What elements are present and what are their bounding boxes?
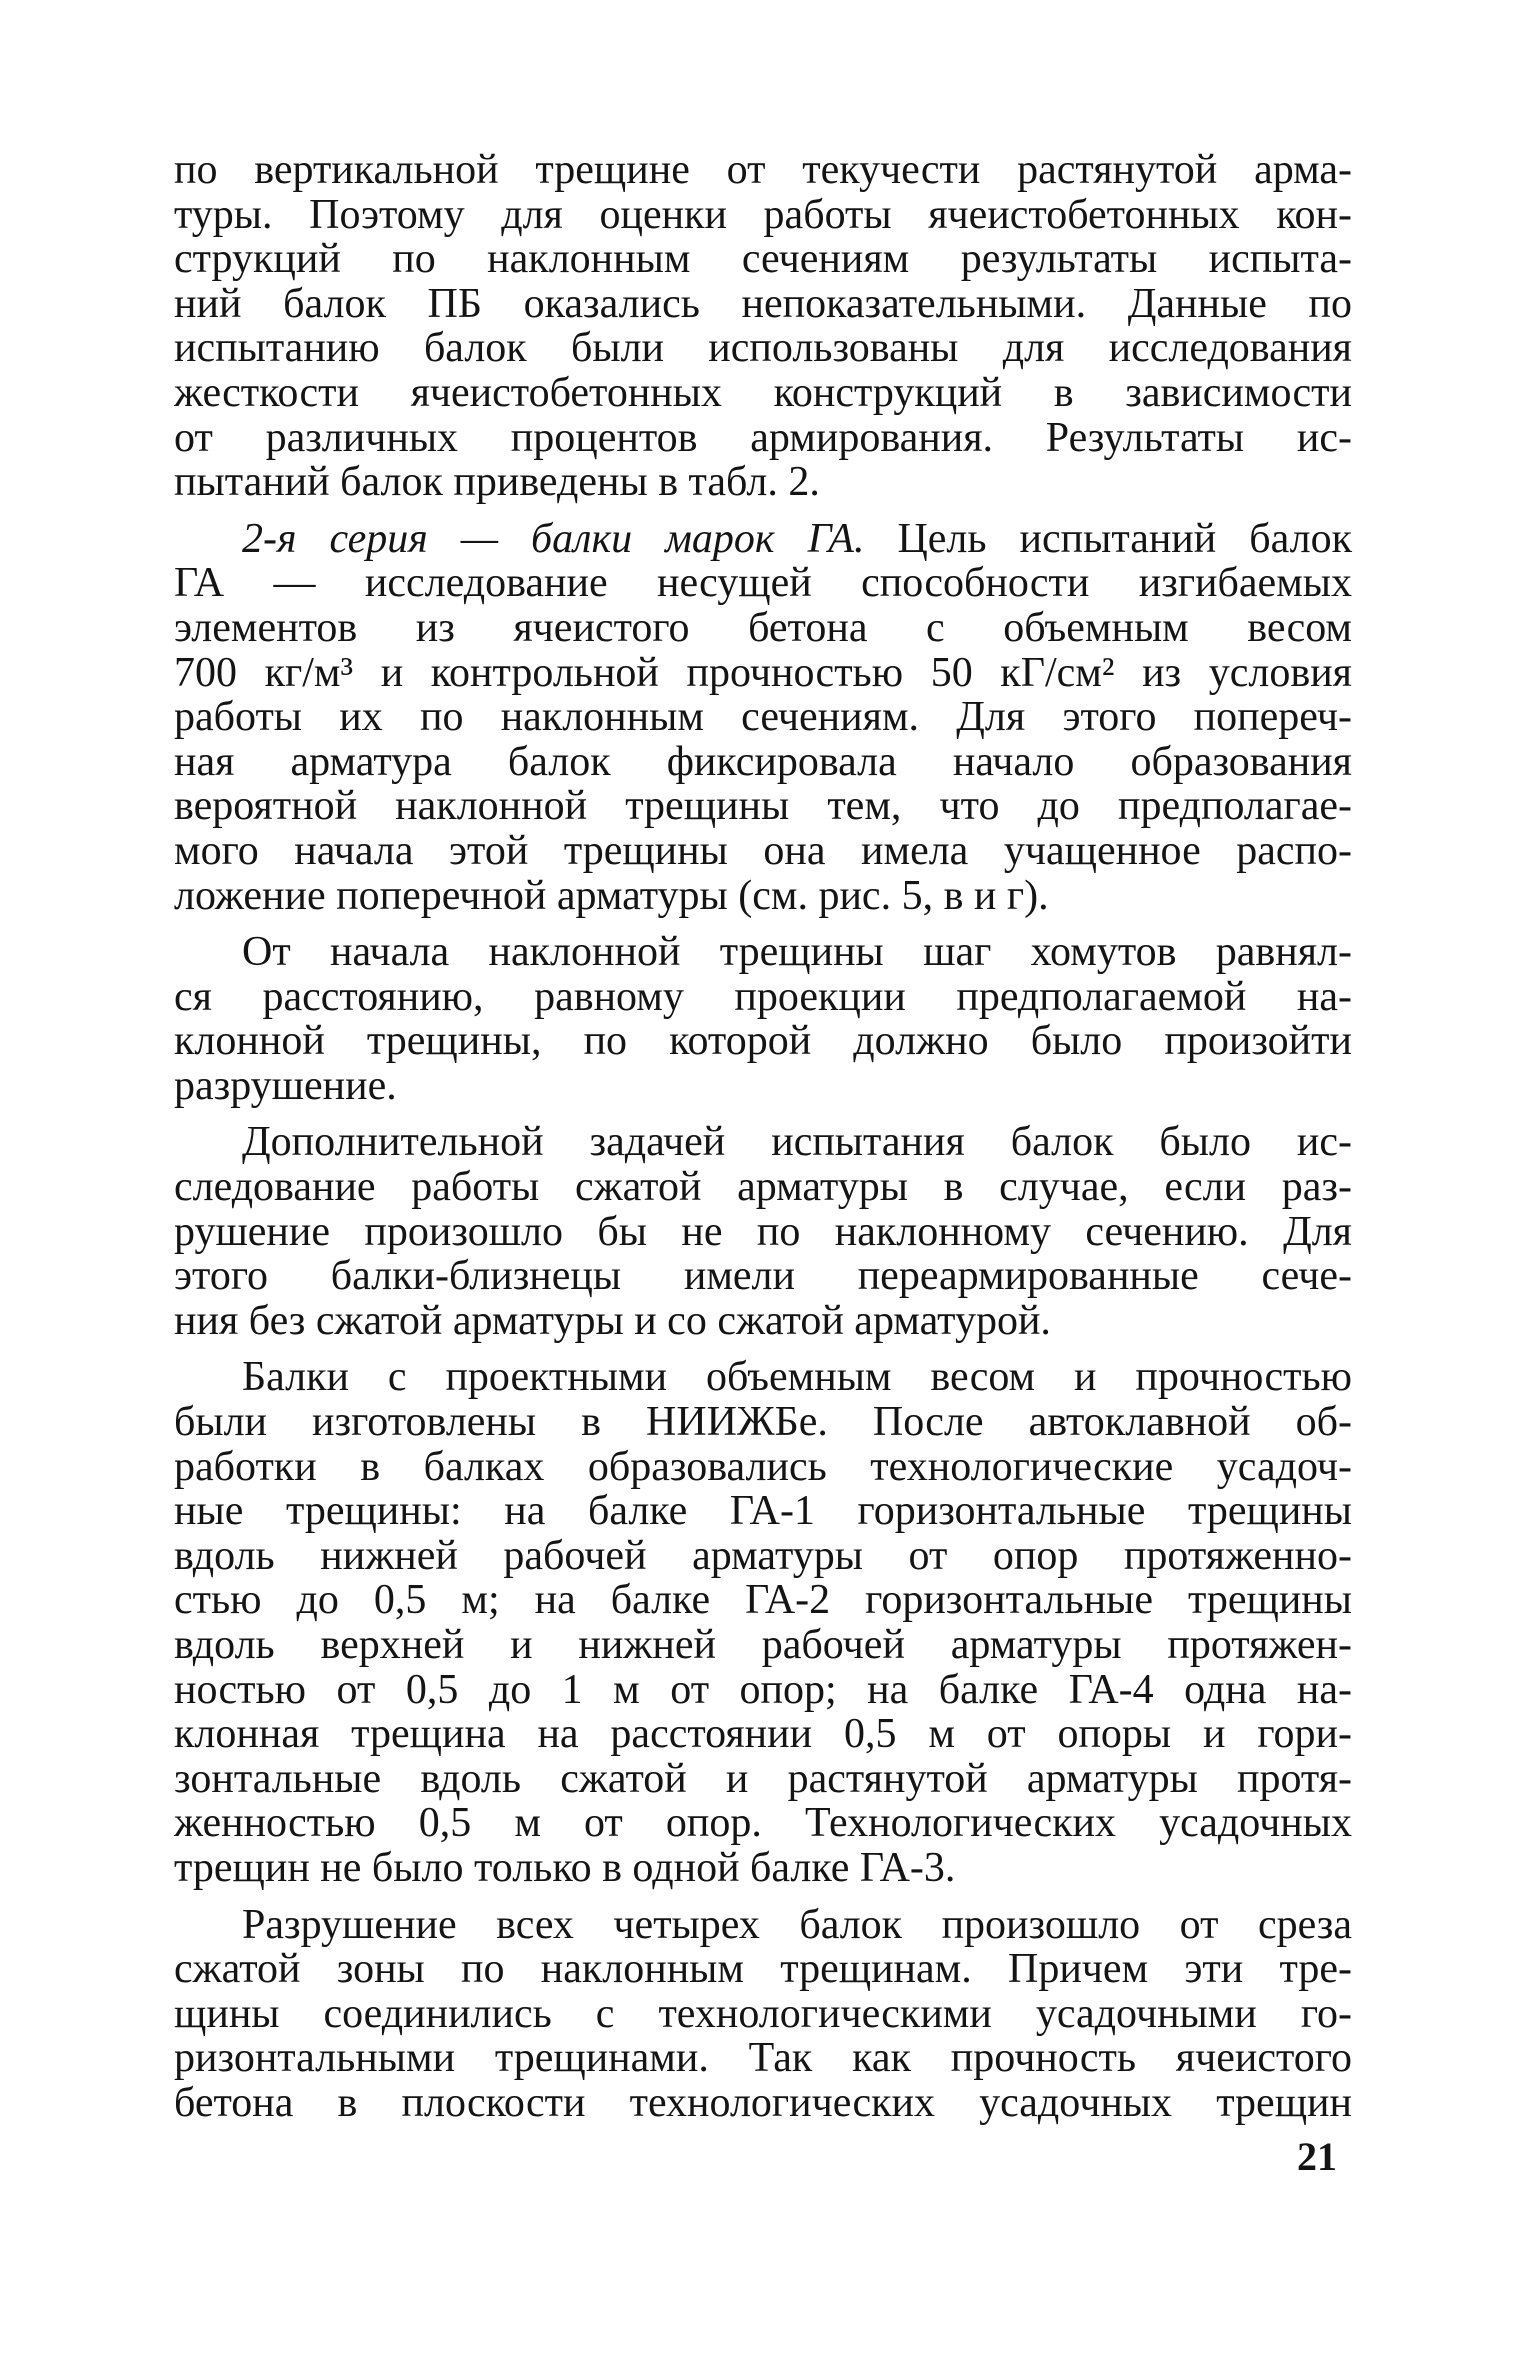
text-line: от различных процентов армирования. Результаты ис- bbox=[174, 414, 1352, 461]
paragraph bbox=[174, 148, 1352, 505]
paragraph bbox=[174, 930, 1352, 1108]
body-text bbox=[174, 148, 1352, 2138]
text-line: Дополнительной задачей испытания балок было ис- bbox=[242, 1119, 1352, 1166]
paragraph bbox=[174, 1903, 1352, 2126]
text-line: пытаний балок приведены в табл. 2. bbox=[174, 459, 820, 506]
text-line: ложение поперечной арматуры (см. рис. 5, в и г). bbox=[174, 872, 1049, 919]
text-line: клонная трещина на расстоянии 0,5 м от опоры и гори- bbox=[174, 1711, 1352, 1758]
paragraph bbox=[174, 1120, 1352, 1343]
text-line: клонной трещины, по которой должно было произойти bbox=[174, 1018, 1352, 1065]
text-line: элементов из ячеистого бетона с объемным весом bbox=[174, 604, 1352, 651]
text-line: ные трещины: на балке ГА-1 горизонтальные трещины bbox=[174, 1488, 1352, 1535]
text-line: ризонтальными трещинами. Так как прочность ячеистого bbox=[174, 2035, 1352, 2082]
text-line: ся расстоянию, равному проекции предполагаемой на- bbox=[174, 973, 1352, 1020]
text-line: следование работы сжатой арматуры в случае, если раз- bbox=[174, 1164, 1352, 1211]
page-number: 21 bbox=[1297, 2134, 1337, 2179]
text-line bbox=[174, 517, 1352, 562]
text-line: ния без сжатой арматуры и со сжатой арматурой. bbox=[174, 1297, 1051, 1344]
text-line: по вертикальной трещине от текучести растянутой арма- bbox=[174, 147, 1352, 193]
text-line: 700 кг/м³ и контрольной прочностью 50 кГ/см² из условия bbox=[174, 649, 1352, 696]
text-line: испытанию балок были использованы для исследования bbox=[174, 325, 1352, 372]
text-line: вероятной наклонной трещины тем, что до предполагае- bbox=[174, 783, 1352, 830]
text-line: стью до 0,5 м; на балке ГА-2 горизонтальные трещины bbox=[174, 1577, 1352, 1624]
text-line: рушение произошло бы не по наклонному сечению. Для bbox=[174, 1208, 1352, 1255]
text-line: щины соединились с технологическими усадочными го- bbox=[174, 1990, 1352, 2037]
text-line: Балки с проектными объемным весом и прочностью bbox=[242, 1354, 1352, 1401]
text-line: мого начала этой трещины она имела учащенное распо- bbox=[174, 827, 1352, 874]
text-line: Разрушение всех четырех балок произошло от среза bbox=[242, 1901, 1352, 1948]
paragraph bbox=[174, 1355, 1352, 1890]
text-line: этого балки-близнецы имели переармированные сече- bbox=[174, 1253, 1352, 1300]
line-rest: Цель испытаний балок bbox=[864, 515, 1352, 562]
text-line: струкций по наклонным сечениям результаты испыта- bbox=[174, 236, 1352, 283]
text-line: вдоль нижней рабочей арматуры от опор протяженно- bbox=[174, 1532, 1352, 1579]
text-line: сжатой зоны по наклонным трещинам. Причем эти тре- bbox=[174, 1946, 1352, 1993]
italic-lead: 2-я серия — балки марок ГА. bbox=[242, 515, 865, 562]
text-line: туры. Поэтому для оценки работы ячеистобетонных кон- bbox=[174, 191, 1352, 238]
text-line: ГА — исследование несущей способности изгибаемых bbox=[174, 560, 1352, 607]
text-line: ностью от 0,5 до 1 м от опор; на балке ГА-4 одна на- bbox=[174, 1666, 1352, 1713]
text-line: вдоль верхней и нижней рабочей арматуры протяжен- bbox=[174, 1622, 1352, 1668]
text-line: работки в балках образовались технологические усадоч- bbox=[174, 1443, 1352, 1490]
text-line: женностью 0,5 м от опор. Технологических усадочных bbox=[174, 1800, 1352, 1847]
paragraph bbox=[174, 517, 1352, 918]
text-line: От начала наклонной трещины шаг хомутов равнял- bbox=[242, 929, 1352, 976]
text-line: работы их по наклонным сечениям. Для этого попереч- bbox=[174, 694, 1352, 741]
text-line: зонтальные вдоль сжатой и растянутой арматуры протя- bbox=[174, 1755, 1352, 1802]
text-line: жесткости ячеистобетонных конструкций в зависимости bbox=[174, 369, 1352, 416]
text-line: были изготовлены в НИИЖБе. После автоклавной об- bbox=[174, 1399, 1352, 1446]
text-line: ная арматура балок фиксировала начало образования bbox=[174, 738, 1352, 785]
text-line: разрушение. bbox=[174, 1062, 397, 1109]
text-line: бетона в плоскости технологических усадочных трещин bbox=[174, 2079, 1352, 2126]
text-line: трещин не было только в одной балке ГА-3. bbox=[174, 1844, 956, 1891]
text-line: ний балок ПБ оказались непоказательными. Данные по bbox=[174, 280, 1352, 327]
